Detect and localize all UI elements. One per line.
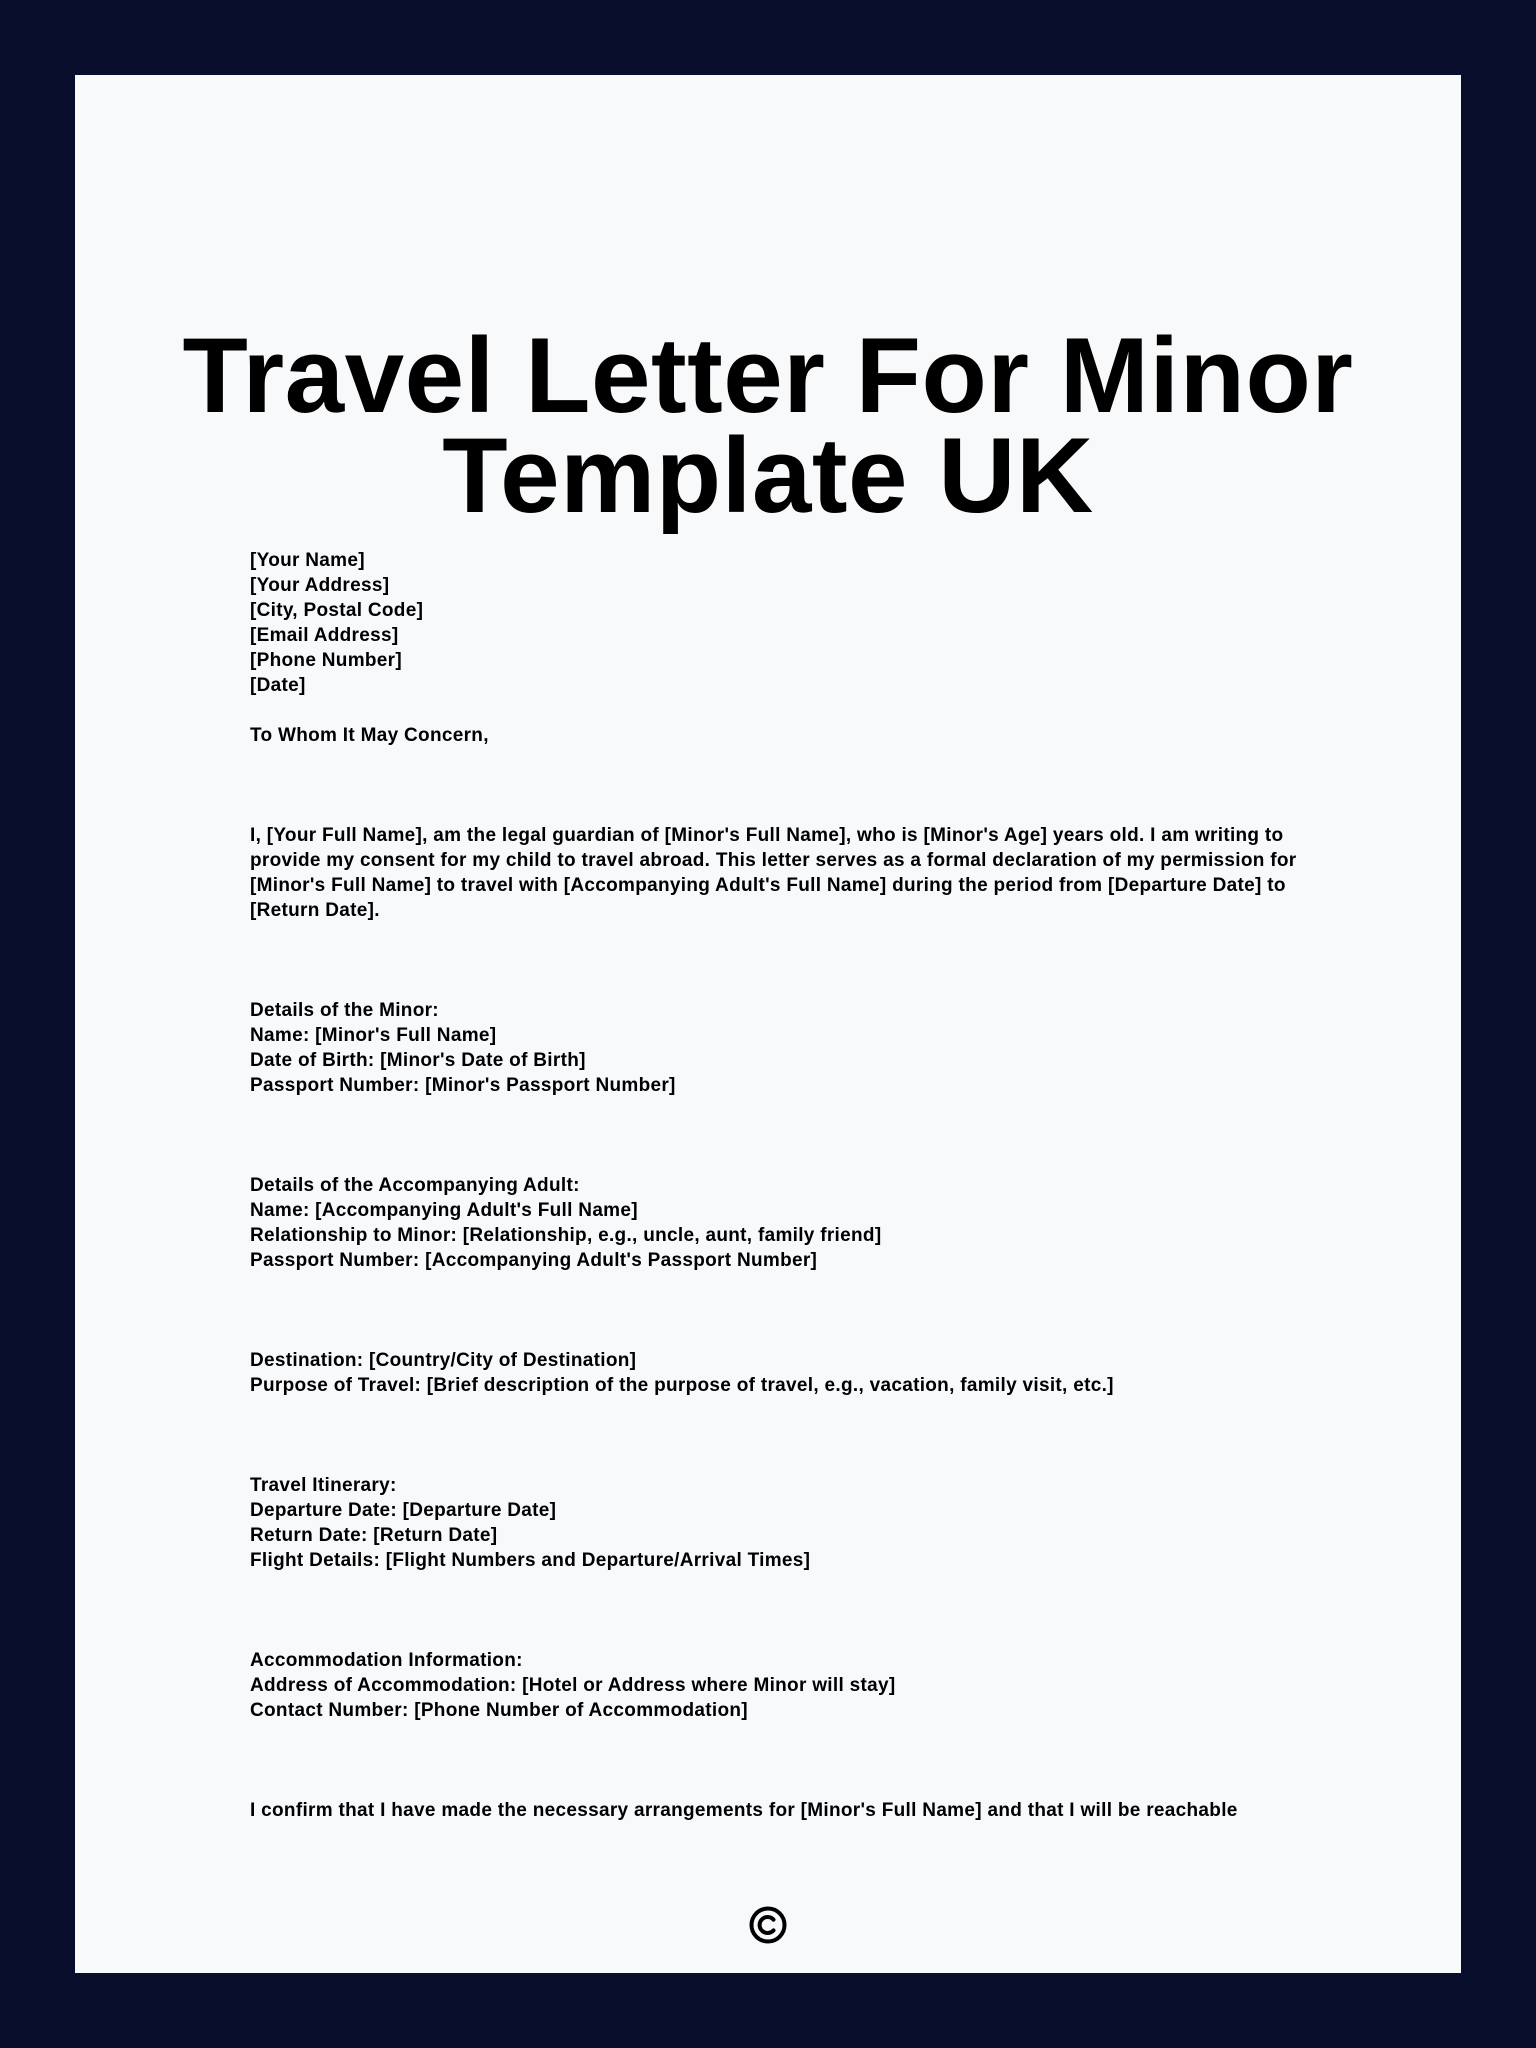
adult-details-section <box>250 1173 1370 1273</box>
footer <box>75 1895 1461 1955</box>
itinerary-heading: Travel Itinerary: <box>250 1475 397 1496</box>
minor-dob: Date of Birth: [Minor's Date of Birth] <box>250 1050 586 1071</box>
adult-details-heading: Details of the Accompanying Adult: <box>250 1175 580 1196</box>
adult-passport: Passport Number: [Accompanying Adult's Passport Number] <box>250 1250 818 1271</box>
title-line-2: Template UK <box>442 415 1094 535</box>
accommodation-contact: Contact Number: [Phone Number of Accommodation] <box>250 1700 748 1721</box>
accommodation-section <box>250 1648 1370 1723</box>
accommodation-heading: Accommodation Information: <box>250 1650 523 1671</box>
minor-details-heading: Details of the Minor: <box>250 1000 439 1021</box>
sender-name: [Your Name] <box>250 550 365 571</box>
itinerary-departure: Departure Date: [Departure Date] <box>250 1500 557 1521</box>
purpose-line: Purpose of Travel: [Brief description of the purpose of travel, e.g., vacation, family visit, etc.] <box>250 1375 1114 1396</box>
accommodation-address: Address of Accommodation: [Hotel or Address where Minor will stay] <box>250 1675 896 1696</box>
salutation: To Whom It May Concern, <box>250 725 489 746</box>
adult-relationship: Relationship to Minor: [Relationship, e.g., uncle, aunt, family friend] <box>250 1225 882 1246</box>
minor-details-section <box>250 998 1370 1098</box>
title-line-1: Travel Letter For Minor <box>182 315 1354 435</box>
sender-city-postal: [City, Postal Code] <box>250 600 424 621</box>
minor-name: Name: [Minor's Full Name] <box>250 1025 497 1046</box>
sender-address: [Your Address] <box>250 575 390 596</box>
closing-line: I confirm that I have made the necessary arrangements for [Minor's Full Name] and that I will be reachable <box>250 1800 1238 1821</box>
document-page <box>75 75 1461 1973</box>
document-title <box>75 315 1461 535</box>
itinerary-section <box>250 1473 1370 1573</box>
itinerary-flight: Flight Details: [Flight Numbers and Departure/Arrival Times] <box>250 1550 811 1571</box>
itinerary-return: Return Date: [Return Date] <box>250 1525 498 1546</box>
destination-line: Destination: [Country/City of Destination] <box>250 1350 637 1371</box>
sender-phone: [Phone Number] <box>250 650 402 671</box>
letter-body <box>250 548 1370 1823</box>
sender-email: [Email Address] <box>250 625 399 646</box>
adult-name: Name: [Accompanying Adult's Full Name] <box>250 1200 638 1221</box>
sender-block <box>250 548 1370 698</box>
sender-date: [Date] <box>250 675 306 696</box>
intro-paragraph: I, [Your Full Name], am the legal guardian of [Minor's Full Name], who is [Minor's Age] years old. I am writing to provide my consent for my child to travel abroad. This letter serves as a formal declaration of my permission for [Minor's Full Name] to travel with [Accompanying Adult's Full Name] during the period from [Departure Date] to [Return Date]. <box>250 825 1297 921</box>
minor-passport: Passport Number: [Minor's Passport Number] <box>250 1075 676 1096</box>
travel-info-section <box>250 1348 1370 1398</box>
copyright-icon <box>748 1905 788 1945</box>
